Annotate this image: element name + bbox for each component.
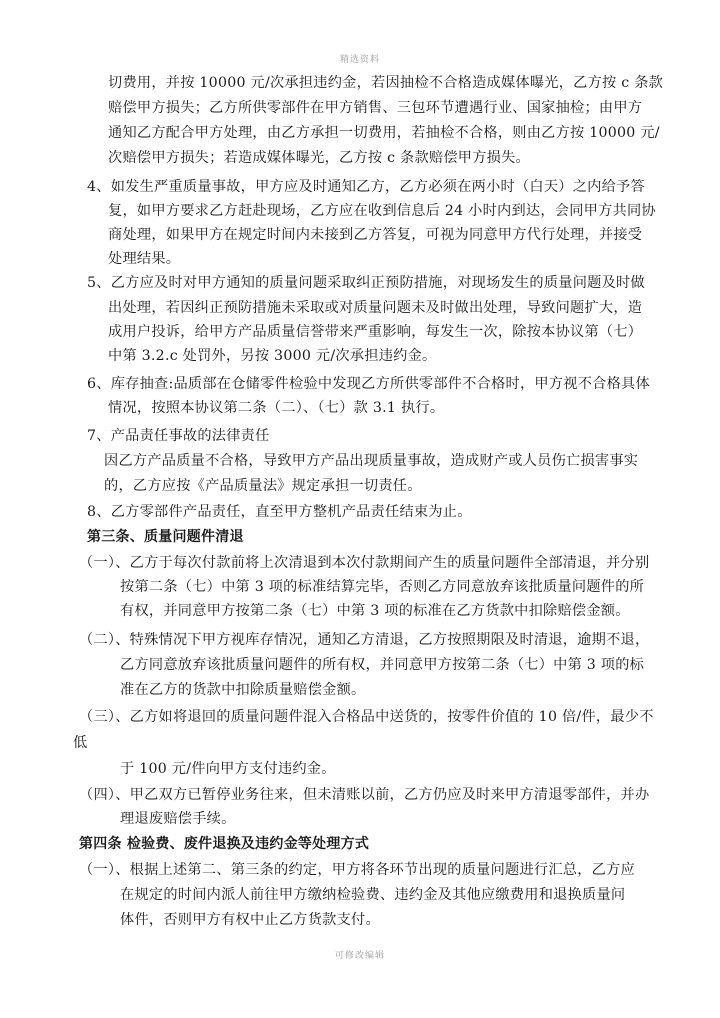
text-line: 次赔偿甲方损失；若造成媒体曝光，乙方按 c 条款赔偿甲方损失。: [108, 150, 530, 166]
clause-3-1: （一）、乙方于每次付款前将上次清退到本次付款期间产生的质量问题件全部清退，并分别: [79, 555, 650, 571]
text-line: 准在乙方的货款中扣除质量赔偿金额。: [120, 682, 366, 698]
clause-8: 8、乙方零部件产品责任，直至甲方整机产品责任结束为止。: [87, 504, 472, 520]
text-line: 体件，否则甲方有权中止乙方货款支付。: [120, 912, 380, 928]
text-line: 复，如甲方要求乙方赶赴现场，乙方应在收到信息后 24 小时内到达，会同甲方共同协: [108, 203, 656, 219]
clause-5: 5、乙方应及时对甲方通知的质量问题采取纠正预防措施，对现场发生的质量问题及时做: [87, 275, 645, 291]
text-line: 切费用，并按 10000 元/次承担违约金，若因抽检不合格造成媒体曝光，乙方按 c 条款: [108, 75, 664, 91]
text-line: 按第二条（七）中第 3 项的标准结算完毕，否则乙方同意放弃该批质量问题件的所: [120, 579, 645, 595]
text-line: 在规定的时间内派人前往甲方缴纳检验费、违约金及其他应缴费用和退换质量问: [120, 887, 626, 903]
section-heading-3: 第三条、质量问题件清退: [87, 529, 244, 545]
text-line: 低: [73, 735, 88, 751]
clause-3-2: （二）、特殊情况下甲方视库存情况，通知乙方清退，乙方按照期限及时清退，逾期不退，: [79, 632, 650, 648]
text-line: 出处理，若因纠正预防措施未采取或对质量问题未及时做出处理，导致问题扩大，造: [108, 300, 643, 316]
text-line: 中第 3.2.c 处罚外，另按 3000 元/次承担违约金。: [108, 348, 437, 364]
clause-3-4: （四）、甲乙双方已暂停业务往来，但未清账以前，乙方仍应及时来甲方清退零部件，并办: [79, 787, 650, 803]
text-line: 商处理，如果甲方在规定时间内未接到乙方答复，可视为同意甲方代行处理，并接受: [108, 227, 643, 243]
section-heading-4: 第四条 检验费、废件退换及违约金等处理方式: [79, 836, 370, 852]
clause-4: 4、如发生严重质量事故，甲方应及时通知乙方，乙方必须在两小时（白天）之内给予答: [87, 179, 645, 195]
page-header: 精选资料: [339, 55, 380, 65]
text-line: 有权，并同意甲方按第二条（七）中第 3 项的标准在乙方货款中扣除赔偿金额。: [120, 603, 630, 619]
text-line: 乙方同意放弃该批质量问题件的所有权，并同意甲方按第二条（七）中第 3 项的标: [120, 657, 645, 673]
text-line: 处理结果。: [108, 251, 181, 267]
text-line: 通知乙方配合甲方处理，由乙方承担一切费用，若抽检不合格，则由乙方按 10000 元/: [108, 125, 660, 141]
clause-7: 7、产品责任事故的法律责任: [87, 428, 270, 444]
clause-4-1: （一）、根据上述第二、第三条的约定，甲方将各环节出现的质量问题进行汇总，乙方应: [79, 862, 635, 878]
text-line: 理退废赔偿手续。: [120, 811, 236, 827]
text-line: 的，乙方应按《产品质量法》规定承担一切责任。: [104, 478, 422, 494]
page-footer: 可修改编辑: [334, 951, 385, 961]
text-line: 于 100 元/件向甲方支付违约金。: [120, 761, 336, 777]
text-line: 情况，按照本协议第二条（二）、（七）款 3.1 执行。: [108, 400, 445, 416]
text-line: 成用户投诉，给甲方产品质量信誉带来严重影响，每发生一次，除按本协议第（七）: [108, 324, 643, 340]
text-line: 赔偿甲方损失；乙方所供零部件在甲方销售、三包环节遭遇行业、国家抽检；由甲方: [108, 100, 643, 116]
clause-3-3: （三）、乙方如将退回的质量问题件混入合格品中送货的，按零件价值的 10 倍/件，最少不: [79, 709, 654, 725]
clause-6: 6、库存抽查:品质部在仓储零件检验中发现乙方所供零部件不合格时，甲方视不合格具体: [87, 376, 650, 392]
text-line: 因乙方产品质量不合格，导致甲方产品出现质量事故，造成财产或人员伤亡损害事实: [104, 453, 639, 469]
